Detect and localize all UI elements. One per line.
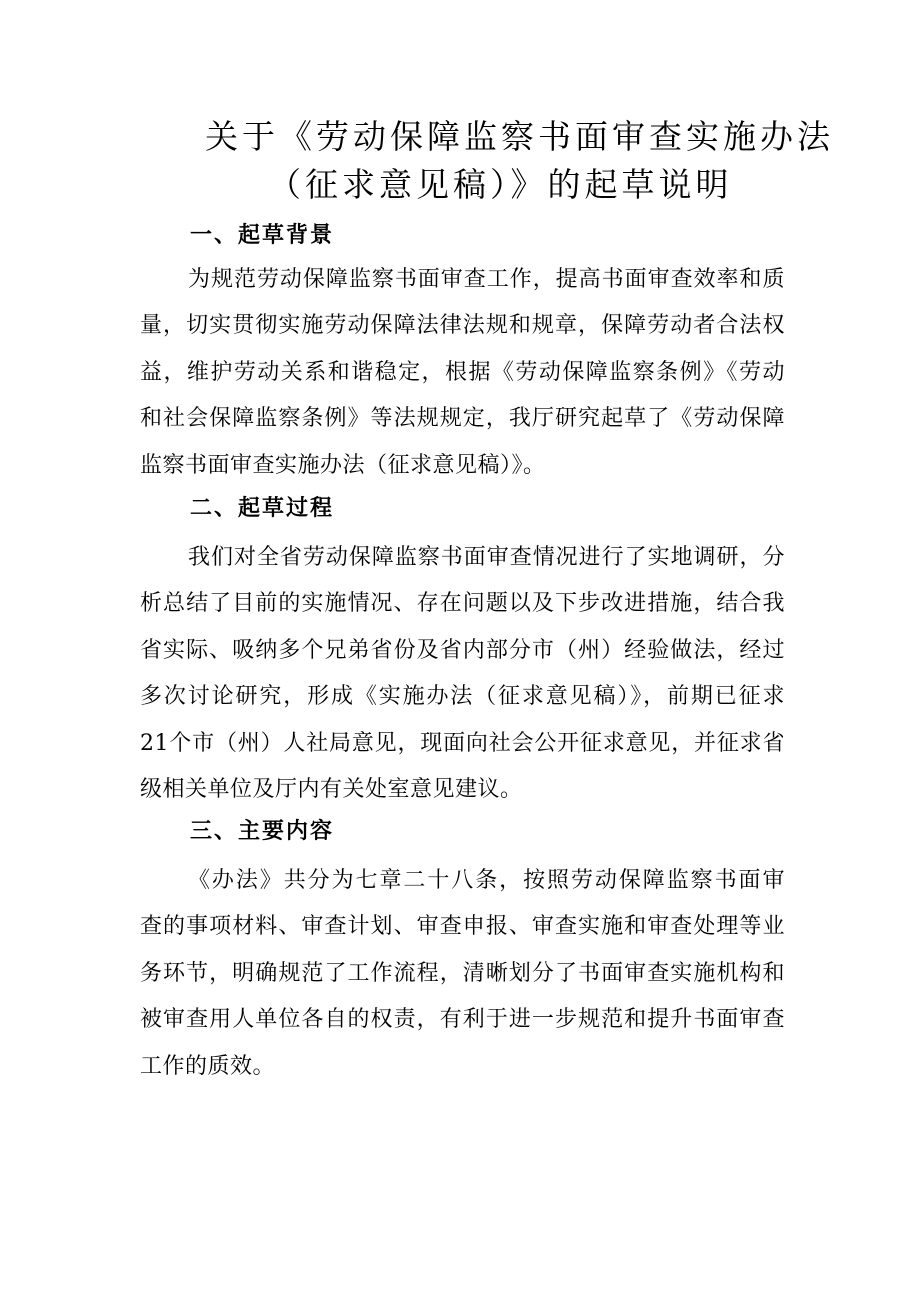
- paragraph-line: 和社会保障监察条例》等法规规定，我厅研究起草了《劳动保障: [140, 406, 785, 432]
- paragraph-line: 析总结了目前的实施情况、存在问题以及下步改进措施，结合我: [140, 591, 785, 617]
- paragraph-line: 为规范劳动保障监察书面审查工作，提高书面审查效率和质: [188, 267, 785, 292]
- section-paragraph-process: [140, 535, 785, 813]
- section-heading-process: 二、起草过程: [190, 496, 335, 521]
- paragraph-line: 务环节，明确规范了工作流程，清晰划分了书面审查实施机构和: [140, 960, 785, 986]
- section-heading-content: 三、主要内容: [190, 819, 335, 844]
- paragraph-line: 益，维护劳动关系和谐稳定，根据《劳动保障监察条例》《劳动: [140, 359, 785, 385]
- paragraph-line: 级相关单位及厅内有关处室意见建议。: [140, 776, 523, 802]
- section-paragraph-content: [140, 858, 785, 1090]
- document-title-line-1: 关于《劳动保障监察书面审查实施办法: [205, 117, 834, 156]
- paragraph-line: 21个市（州）人社局意见，现面向社会公开征求意见，并征求省: [140, 730, 785, 756]
- paragraph-line: 监察书面审查实施办法（征求意见稿）》。: [140, 452, 546, 478]
- paragraph-line: 量，切实贯彻实施劳动保障法律法规和规章，保障劳动者合法权: [140, 313, 785, 339]
- paragraph-line: 多次讨论研究，形成《实施办法（征求意见稿）》，前期已征求: [140, 684, 785, 710]
- paragraph-line: 被审查用人单位各自的权责，有利于进一步规范和提升书面审查: [140, 1007, 785, 1033]
- paragraph-line: 工作的质效。: [140, 1053, 276, 1079]
- paragraph-line: 查的事项材料、审查计划、审查申报、审查实施和审查处理等业: [140, 914, 785, 940]
- paragraph-line: 省实际、吸纳多个兄弟省份及省内部分市（州）经验做法，经过: [140, 637, 785, 663]
- paragraph-line: 我们对全省劳动保障监察书面审查情况进行了实地调研，分: [188, 545, 785, 570]
- section-paragraph-background: [140, 257, 785, 489]
- paragraph-line: 《办法》共分为七章二十八条，按照劳动保障监察书面审: [188, 868, 785, 893]
- section-heading-background: 一、起草背景: [190, 223, 335, 248]
- document-title-line-2: （征求意见稿）》的起草说明: [268, 165, 733, 204]
